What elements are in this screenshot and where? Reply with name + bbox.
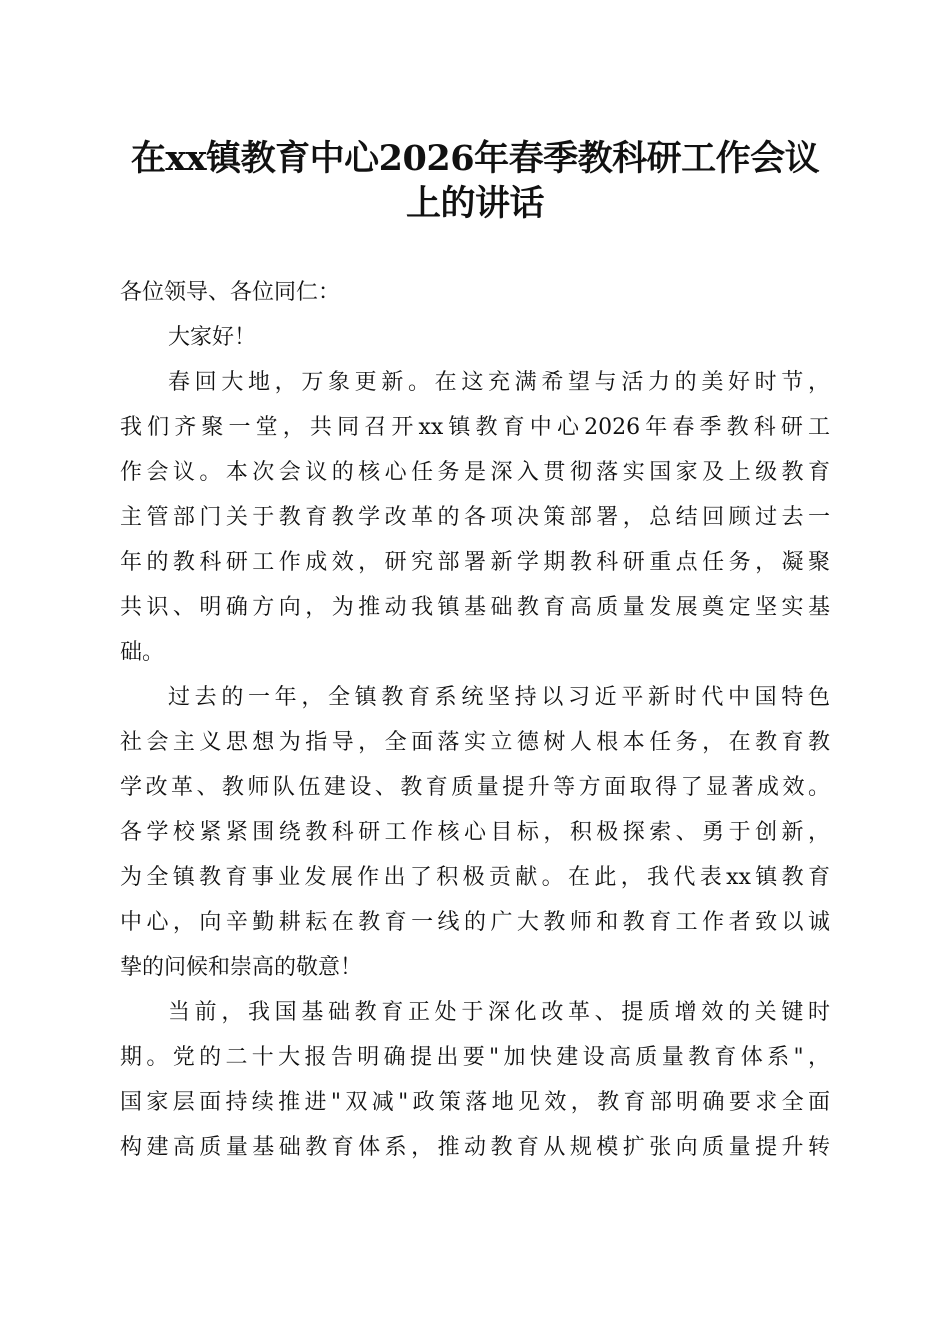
paragraph-line: 中心，向辛勤耕耘在教育一线的广大教师和教育工作者致以诚 <box>120 910 830 935</box>
document-body <box>120 270 830 1170</box>
paragraph-line: 为全镇教育事业发展作出了积极贡献。在此，我代表xx镇教育 <box>120 865 830 890</box>
paragraph <box>120 990 830 1170</box>
paragraphs <box>120 360 830 1170</box>
paragraph-line: 社会主义思想为指导，全面落实立德树人根本任务，在教育教 <box>120 730 830 755</box>
paragraph-line: 各学校紧紧围绕教科研工作核心目标，积极探索、勇于创新， <box>120 820 830 845</box>
paragraph-line: 我们齐聚一堂，共同召开xx镇教育中心2026年春季教科研工 <box>120 415 830 440</box>
title-line: 在xx镇教育中心2026年春季教科研工作会议 <box>130 138 820 179</box>
paragraph-line: 构建高质量基础教育体系，推动教育从规模扩张向质量提升转 <box>120 1135 830 1160</box>
paragraph-line: 础。 <box>120 640 165 665</box>
greeting: 大家好！ <box>168 325 257 350</box>
salutation: 各位领导、各位同仁： <box>120 280 341 305</box>
paragraph-line: 国家层面持续推进"双减"政策落地见效，教育部明确要求全面 <box>120 1090 830 1115</box>
paragraph-line: 年的教科研工作成效，研究部署新学期教科研重点任务，凝聚 <box>120 550 830 575</box>
paragraph-line: 期。党的二十大报告明确提出要"加快建设高质量教育体系"， <box>120 1045 830 1070</box>
paragraph-line: 挚的问候和崇高的敬意！ <box>120 955 363 980</box>
document-title <box>100 136 850 226</box>
paragraph-line: 过去的一年，全镇教育系统坚持以习近平新时代中国特色 <box>168 685 830 710</box>
title-line: 上的讲话 <box>405 183 544 224</box>
paragraph-line: 春回大地，万象更新。在这充满希望与活力的美好时节， <box>168 370 830 395</box>
paragraph-line: 学改革、教师队伍建设、教育质量提升等方面取得了显著成效。 <box>120 775 830 800</box>
paragraph-line: 主管部门关于教育教学改革的各项决策部署，总结回顾过去一 <box>120 505 830 530</box>
paragraph-line: 当前，我国基础教育正处于深化改革、提质增效的关键时 <box>168 1000 830 1025</box>
paragraph-line: 作会议。本次会议的核心任务是深入贯彻落实国家及上级教育 <box>120 460 830 485</box>
paragraph-line: 共识、明确方向，为推动我镇基础教育高质量发展奠定坚实基 <box>120 595 830 620</box>
paragraph <box>120 675 830 990</box>
paragraph <box>120 360 830 675</box>
